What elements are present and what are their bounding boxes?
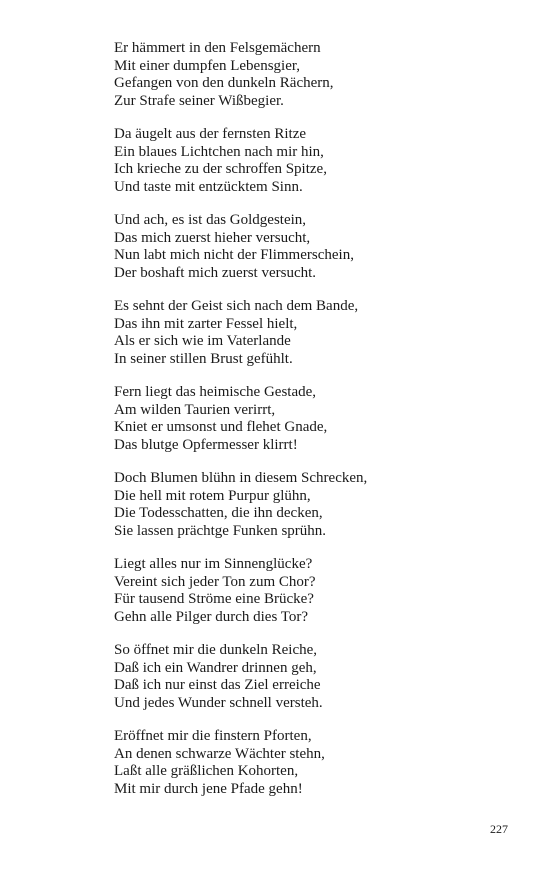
poem-line: Doch Blumen blühn in diesem Schrecken,	[114, 470, 368, 486]
poem-line: Liegt alles nur im Sinnenglücke?	[114, 556, 313, 572]
poem-text	[114, 40, 514, 814]
poem-line: Als er sich wie im Vaterlande	[114, 333, 291, 349]
stanza-4	[114, 298, 514, 368]
poem-line: Und taste mit entzücktem Sinn.	[114, 178, 303, 195]
poem-line: Gehn alle Pilger durch dies Tor?	[114, 608, 309, 625]
poem-line: Zur Strafe seiner Wißbegier.	[114, 92, 284, 109]
poem-line: Eröffnet mir die finstern Pforten,	[114, 728, 312, 744]
poem-line: Daß ich ein Wandrer drinnen geh,	[114, 659, 317, 676]
stanza-2	[114, 126, 514, 196]
poem-line: Laßt alle gräßlichen Kohorten,	[114, 763, 299, 779]
stanza-5	[114, 384, 514, 454]
poem-line: Ein blaues Lichtchen nach mir hin,	[114, 143, 324, 160]
stanza-1	[114, 40, 514, 110]
poem-line: In seiner stillen Brust gefühlt.	[114, 350, 293, 367]
poem-line: Sie lassen prächtge Funken sprühn.	[114, 522, 327, 539]
poem-line: Kniet er umsonst und flehet Gnade,	[114, 419, 328, 435]
poem-line: Die hell mit rotem Purpur glühn,	[114, 487, 311, 504]
stanza-8	[114, 642, 514, 712]
poem-line: Das mich zuerst hieher versucht,	[114, 229, 311, 246]
stanza-9	[114, 728, 514, 798]
poem-line: Die Todesschatten, die ihn decken,	[114, 505, 323, 521]
poem-line: Ich krieche zu der schroffen Spitze,	[114, 161, 327, 177]
poem-line: Und ach, es ist das Goldgestein,	[114, 212, 307, 228]
poem-line: Mit einer dumpfen Lebensgier,	[114, 57, 301, 74]
poem-line: So öffnet mir die dunkeln Reiche,	[114, 642, 318, 658]
poem-line: Fern liegt das heimische Gestade,	[114, 384, 317, 400]
poem-line: Er hämmert in den Felsgemächern	[114, 40, 321, 56]
poem-line: Das ihn mit zarter Fessel hielt,	[114, 315, 298, 332]
poem-line: Nun labt mich nicht der Flimmerschein,	[114, 247, 354, 263]
poem-line: Vereint sich jeder Ton zum Chor?	[114, 573, 316, 590]
poem-line: Das blutge Opfermesser klirrt!	[114, 436, 298, 453]
poem-line: An denen schwarze Wächter stehn,	[114, 745, 325, 762]
poem-line: Am wilden Taurien verirrt,	[114, 401, 276, 418]
stanza-6	[114, 470, 514, 540]
stanza-3	[114, 212, 514, 282]
page-number: 227	[490, 822, 508, 836]
poem-line: Und jedes Wunder schnell versteh.	[114, 694, 323, 711]
poem-line: Gefangen von den dunkeln Rächern,	[114, 75, 334, 91]
stanza-7	[114, 556, 514, 626]
poem-line: Mit mir durch jene Pfade gehn!	[114, 780, 303, 797]
poem-line: Für tausend Ströme eine Brücke?	[114, 591, 314, 607]
poem-line: Da äugelt aus der fernsten Ritze	[114, 126, 307, 142]
poem-line: Der boshaft mich zuerst versucht.	[114, 264, 317, 281]
poem-line: Daß ich nur einst das Ziel erreiche	[114, 677, 321, 693]
poem-line: Es sehnt der Geist sich nach dem Bande,	[114, 298, 359, 314]
